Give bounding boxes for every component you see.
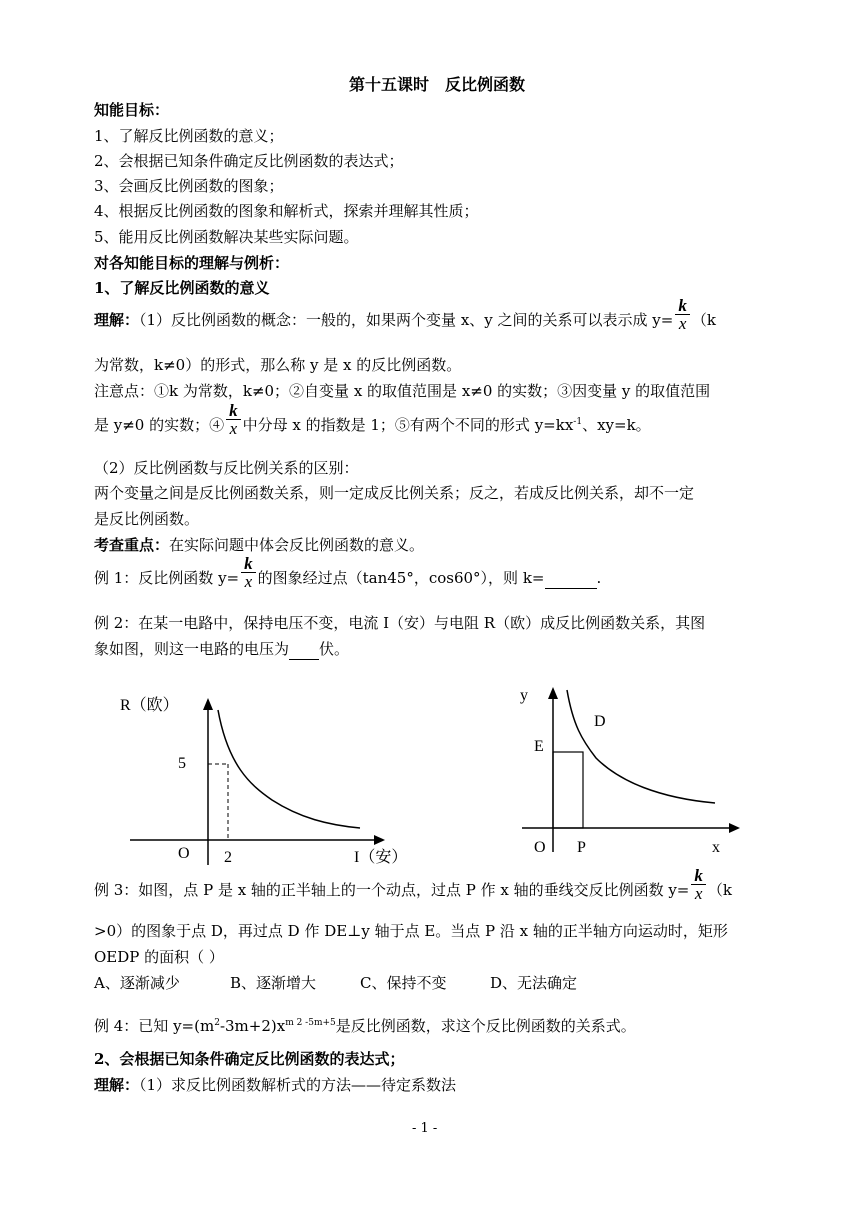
example-1 xyxy=(94,553,602,591)
superscript: -1 xyxy=(573,417,583,427)
superscript: 2 xyxy=(214,1018,220,1028)
understanding-line-2: 为常数，k≠0）的形式，那么称 y 是 x 的反比例函数。 xyxy=(94,356,462,374)
paragraph: （2）反比例函数与反比例关系的区别： xyxy=(94,459,359,477)
example-text: . xyxy=(596,569,602,587)
superscript: m 2 -5m+5 xyxy=(285,1018,336,1028)
example-2-line-1: 例 2：在某一电路中，保持电压不变，电流 I（安）与电阻 R（欧）成反比例函数关系，其图 xyxy=(94,614,706,632)
origin-label: O xyxy=(534,839,546,856)
paragraph: 是反比例函数。 xyxy=(94,510,200,528)
figure-rectangle-oedp xyxy=(510,680,750,865)
x-axis-arrow xyxy=(729,823,740,833)
goal-item: 1、了解反比例函数的意义； xyxy=(94,127,284,145)
key-point-label: 考查重点： xyxy=(94,536,170,554)
answer-blank xyxy=(545,568,597,589)
example-text: -3m+2)x xyxy=(219,1017,286,1035)
note-text: 、xy=k。 xyxy=(582,416,651,434)
fraction-k-over-x: $\frac{k}{x}$ xyxy=(691,867,706,902)
example-text: 是反比例函数，求这个反比例函数的关系式。 xyxy=(335,1017,636,1035)
page-number: - 1 - xyxy=(412,1121,438,1136)
fraction-k-over-x: $\frac{k}{x}$ xyxy=(241,555,256,590)
goal-item: 3、会画反比例函数的图象； xyxy=(94,177,284,195)
subsection-heading-2: 2、会根据已知条件确定反比例函数的表达式； xyxy=(94,1050,405,1068)
understanding-tail: （k xyxy=(691,311,716,329)
x-axis-label: x xyxy=(712,839,720,856)
example-3-line-2: >0）的图象于点 D，再过点 D 作 DE⊥y 轴于点 E。当点 P 沿 x 轴的正半轴方向运动时，矩形 xyxy=(94,922,728,940)
point-p-label: P xyxy=(577,839,586,856)
option-a: A、逐渐减少 xyxy=(94,974,180,992)
goal-item: 2、会根据已知条件确定反比例函数的表达式； xyxy=(94,152,404,170)
subsection-heading-1: 1、了解反比例函数的意义 xyxy=(94,279,270,297)
hyperbola-curve xyxy=(567,690,715,803)
understanding-text: （1）求反比例函数解析式的方法——待定系数法 xyxy=(139,1076,457,1094)
example-text: 例 1：反比例函数 y= xyxy=(94,569,240,587)
hyperbola-curve xyxy=(218,710,360,828)
key-point-text: 在实际问题中体会反比例函数的意义。 xyxy=(169,536,425,554)
goal-item: 5、能用反比例函数解决某些实际问题。 xyxy=(94,228,359,246)
key-point-line xyxy=(94,535,424,555)
example-text: 象如图，则这一电路的电压为 xyxy=(94,640,290,658)
answer-blank xyxy=(289,639,319,660)
point-e-label: E xyxy=(534,738,544,755)
understanding-label: 理解： xyxy=(94,1076,140,1094)
paragraph: 两个变量之间是反比例函数关系，则一定成反比例关系；反之，若成反比例关系，却不一定 xyxy=(94,484,695,502)
origin-label: O xyxy=(178,845,190,862)
y-tick-label: 5 xyxy=(178,755,186,772)
fraction-k-over-x: $\frac{k}{x}$ xyxy=(675,297,690,332)
understanding-label: 理解： xyxy=(94,311,140,329)
page-title: 第十五课时 反比例函数 xyxy=(349,75,526,94)
note-text: 中分母 x 的指数是 1；⑤有两个不同的形式 y=kx xyxy=(242,416,574,434)
understanding-line xyxy=(94,295,716,333)
understanding-line-3 xyxy=(94,1075,456,1095)
y-axis-arrow xyxy=(203,698,213,710)
figure-resistance-current xyxy=(110,690,420,875)
example-text: 的图象经过点（tan45°，cos60°），则 k= xyxy=(257,569,545,587)
x-axis-arrow xyxy=(374,835,385,845)
note-text: 是 y≠0 的实数；④ xyxy=(94,416,225,434)
y-axis-label: R（欧） xyxy=(120,697,179,714)
x-tick-label: 2 xyxy=(224,849,232,866)
point-d-label: D xyxy=(594,713,606,730)
understanding-text: （1）反比例函数的概念：一般的，如果两个变量 x、y 之间的关系可以表示成 y= xyxy=(139,311,674,329)
example-text: （k xyxy=(707,881,732,899)
rectangle-oedp xyxy=(553,752,583,828)
example-2-line-2 xyxy=(94,639,349,660)
section-heading-goals: 知能目标： xyxy=(94,101,170,119)
example-text: 例 4：已知 y=(m xyxy=(94,1017,215,1035)
note-line-1: 注意点：①k 为常数，k≠0；②自变量 x 的取值范围是 x≠0 的实数；③因变量 y 的取值范围 xyxy=(94,382,711,400)
option-b: B、逐渐增大 xyxy=(230,974,317,992)
example-text: 例 3：如图，点 P 是 x 轴的正半轴上的一个动点，过点 P 作 x 轴的垂线交反比例函数 y= xyxy=(94,881,690,899)
section-heading-analysis: 对各知能目标的理解与例析： xyxy=(94,254,290,272)
fraction-k-over-x: $\frac{k}{x}$ xyxy=(226,402,241,437)
example-3-line-1 xyxy=(94,865,732,903)
example-3-line-3: OEDP 的面积（ ） xyxy=(94,948,224,966)
note-line-2 xyxy=(94,400,651,438)
example-4 xyxy=(94,1013,636,1036)
x-axis-label: I（安） xyxy=(354,849,408,866)
option-c: C、保持不变 xyxy=(360,974,447,992)
option-d: D、无法确定 xyxy=(490,974,578,992)
y-axis-arrow xyxy=(548,687,558,699)
goal-item: 4、根据反比例函数的图象和解析式，探索并理解其性质； xyxy=(94,202,479,220)
y-axis-label: y xyxy=(520,687,528,704)
example-text: 伏。 xyxy=(319,640,350,658)
